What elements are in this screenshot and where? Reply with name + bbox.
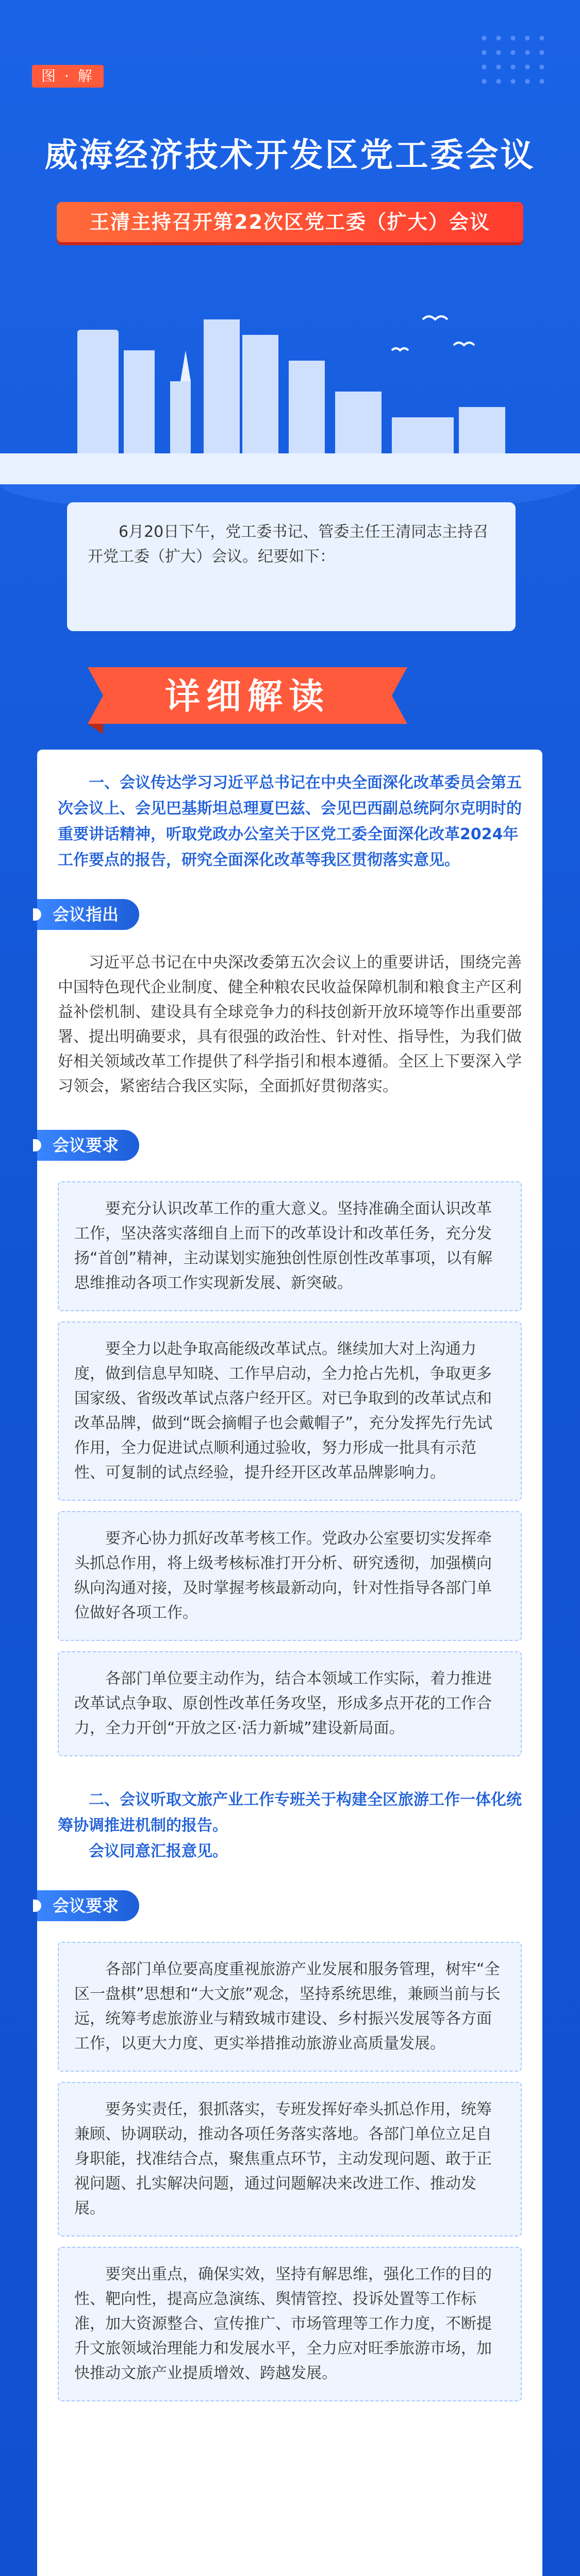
requirement-box: 各部门单位要高度重视旅游产业发展和服务管理，树牢“全区一盘棋”思想和“大文旅”观念，坚持系统思维，兼顾当前与长远，统筹考虑旅游业与精致城市建设、乡村振兴发展等各方面工作，以更大力度、更实举措推动旅游业高质量发展。 <box>58 1942 522 2072</box>
section2-lead: 二、会议听取文旅产业工作专班关于构建全区旅游工作一体化统筹协调推进机制的报告。 <box>58 1791 522 1835</box>
requirement-box: 要充分认识改革工作的重大意义。坚持准确全面认识改革工作，坚决落实落细自上而下的改革设计和改革任务，充分发扬“首创”精神，主动谋划实施独创性原创性改革事项，以有解思维推动各项工作实现新发展、新突破。 <box>58 1181 522 1311</box>
requirement-box: 各部门单位要主动作为，结合本领域工作实际，着力推进改革试点争取、原创性改革任务攻坚，形成多点开花的工作合力，全力开创“开放之区·活力新城”建设新局面。 <box>58 1651 522 1756</box>
banner-text: 详细解读 <box>164 677 330 716</box>
intro-paragraph: 6月20日下午，党工委书记、管委主任王清同志主持召开党工委（扩大）会议。纪要如下： <box>67 502 516 631</box>
pill-meeting-requirements-1: 会议要求 <box>37 1130 139 1161</box>
city-skyline-illustration <box>0 289 580 505</box>
pill-meeting-noted: 会议指出 <box>37 899 139 930</box>
main-card <box>37 750 542 2576</box>
requirement-box: 要齐心协力抓好改革考核工作。党政办公室要切实发挥牵头抓总作用，将上级考核标准打开分析、研究透彻，加强横向纵向沟通对接，及时掌握考核最新动向，针对性指导各部门单位做好各项工作。 <box>58 1511 522 1641</box>
pill-meeting-requirements-2: 会议要求 <box>37 1890 139 1921</box>
requirement-box: 要突出重点，确保实效，坚持有解思维，强化工作的目的性、靶向性，提高应急演练、舆情管控、投诉处置等工作标准，加大资源整合、宣传推广、市场管理等工作力度，不断提升文旅领域治理能力和发展水平，全力应对旺季旅游市场，加快推动文旅产业提质增效、跨越发展。 <box>58 2247 522 2401</box>
detail-banner <box>77 657 418 734</box>
section2-lead-2: 会议同意汇报意见。 <box>89 1842 228 1860</box>
requirement-box: 要务实责任，狠抓落实，专班发挥好牵头抓总作用，统筹兼顾、协调联动，推动各项任务落实落地。各部门单位立足自身职能，找准结合点，聚焦重点环节，主动发现问题、敢于正视问题、扎实解决问题，通过问题解决来改进工作、推动发展。 <box>58 2082 522 2236</box>
subtitle-banner: 王清主持召开第22次区党工委（扩大）会议 <box>57 202 523 242</box>
dot-pattern <box>477 31 549 93</box>
page-title: 威海经济技术开发区党工委会议 <box>44 137 536 175</box>
section1-paragraph: 习近平总书记在中央深改委第五次会议上的重要讲话，围绕完善中国特色现代企业制度、健全种粮农民收益保障机制和粮食主产区利益补偿机制、建设具有全球竞争力的科技创新开放环境等作出重要部署、提出明确要求，具有很强的政治性、针对性、指导性，为我们做好相关领域改革工作提供了科学指引和根本遵循。全区上下要深入学习领会，紧密结合我区实际，全面抓好贯彻落实。 <box>58 954 522 1095</box>
section1-lead: 一、会议传达学习习近平总书记在中央全面深化改革委员会第五次会议上、会见巴基斯坦总理夏巴兹、会见巴西副总统阿尔克明时的重要讲话精神，听取党政办公室关于区党工委全面深化改革2024年工作要点的报告，研究全面深化改革等我区贯彻落实意见。 <box>58 774 522 869</box>
tag-badge: 图 · 解 <box>32 65 104 88</box>
requirement-box: 要全力以赴争取高能级改革试点。继续加大对上沟通力度，做到信息早知晓、工作早启动，全力抢占先机，争取更多国家级、省级改革试点落户经开区。对已争取到的改革试点和改革品牌，做到“既会摘帽子也会戴帽子”，充分发挥先行先试作用，全力促进试点顺利通过验收，努力形成一批具有示范性、可复制的试点经验，提升经开区改革品牌影响力。 <box>58 1321 522 1501</box>
